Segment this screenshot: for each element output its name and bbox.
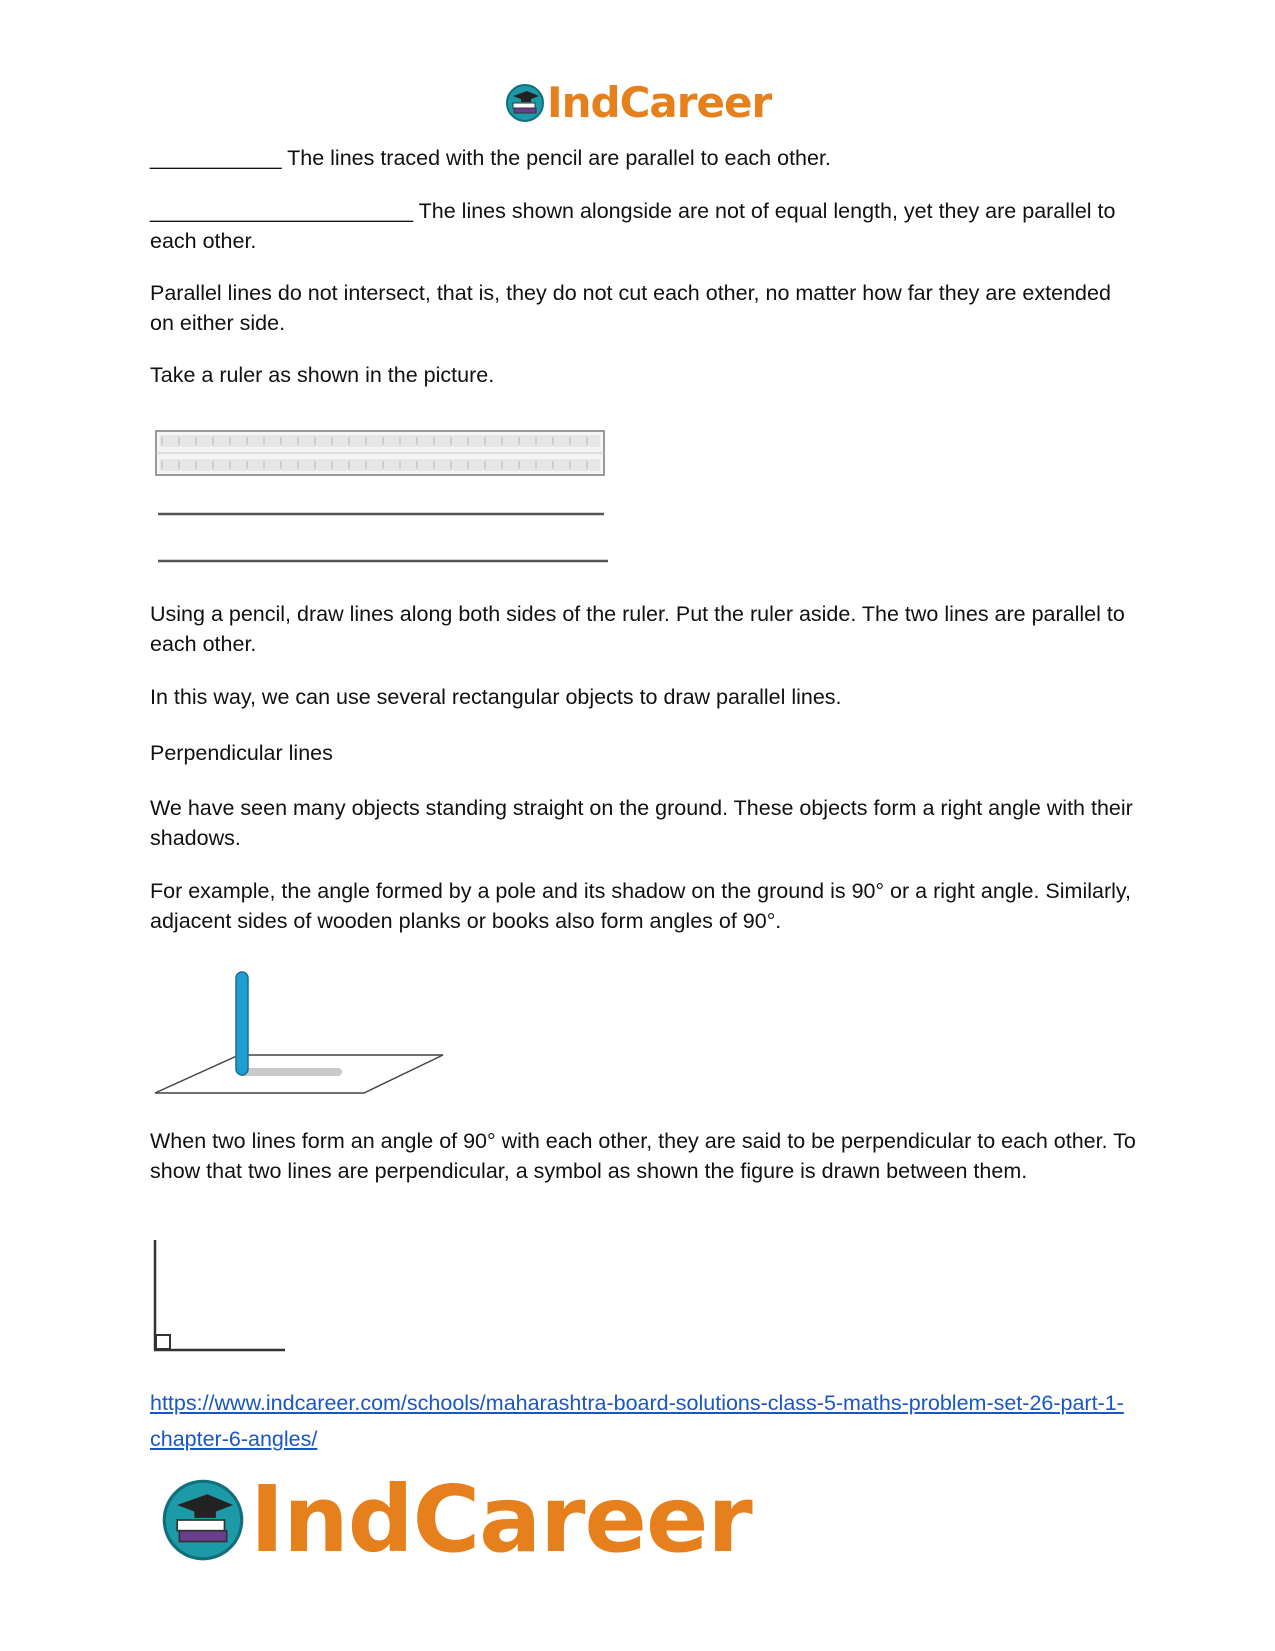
footer-logo [160,1466,752,1573]
paragraph: We have seen many objects standing straight on the ground. These objects form a right angle with their shadows. [150,796,1133,850]
paragraph: When two lines form an angle of 90° with each other, they are said to be perpendicular to each other. To show that two lines are perpendicular, a symbol as shown the figure is drawn between them. [150,1129,1136,1183]
paragraph: Take a ruler as shown in the picture. [150,363,495,387]
right-angle-figure [150,1238,290,1358]
graduation-book-icon [505,83,545,123]
section-heading: Perpendicular lines [150,741,333,765]
ruler-figure [152,427,612,567]
pole [236,972,248,1075]
paragraph: Using a pencil, draw lines along both sides of the ruler. Put the ruler aside. The two lines are parallel to each other. [150,602,1125,656]
paragraph: ___________ The lines traced with the pencil are parallel to each other. [150,146,831,170]
graduation-book-icon [160,1477,246,1563]
paragraph: ______________________ The lines shown alongside are not of equal length, yet they are parallel to each other. [150,199,1116,253]
header-logo [505,78,771,128]
right-angle-marker [156,1335,170,1349]
paragraph: Parallel lines do not intersect, that is, they do not cut each other, no matter how far they are extended on either side. [150,281,1111,335]
pole-shadow-figure [150,965,450,1100]
paragraph: For example, the angle formed by a pole and its shadow on the ground is 90° or a right angle. Similarly, adjacent sides of wooden planks or books also form angles of 90°. [150,879,1132,933]
brand-wordmark: IndCareer [547,78,772,127]
brand-wordmark: IndCareer [250,1466,752,1573]
paragraph: In this way, we can use several rectangular objects to draw parallel lines. [150,685,842,709]
source-link[interactable]: https://www.indcareer.com/schools/maharashtra-board-solutions-class-5-maths-problem-set-26-part-1-chapter-6-angles/ [150,1391,1124,1451]
